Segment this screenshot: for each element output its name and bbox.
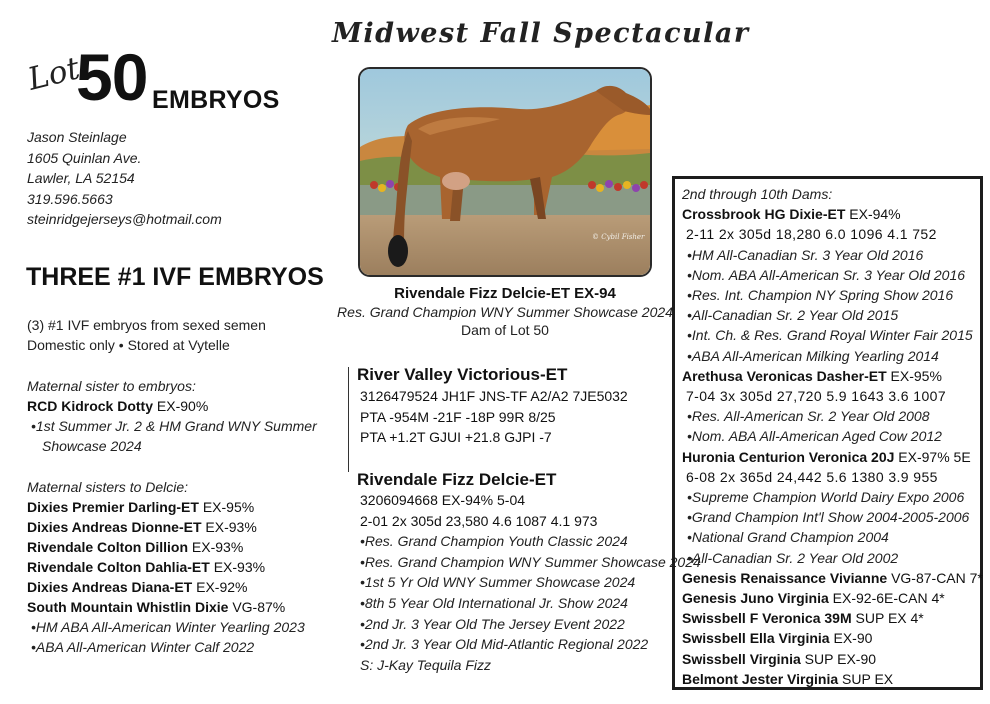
sire-line-1: 3126479524 JH1F JNS-TF A2/A2 7JE5032 xyxy=(360,388,628,404)
delcie-sisters-label: Maternal sisters to Delcie: xyxy=(27,479,189,495)
dam3-score: EX-95% xyxy=(886,367,942,384)
delcie-sister-5 xyxy=(27,577,305,597)
dam-award-6: •2nd Jr. 3 Year Old Mid-Atlantic Regional 2022 xyxy=(360,636,649,653)
dam4-award-4: •All-Canadian Sr. 2 Year Old 2002 xyxy=(687,549,899,566)
delcie-sister-score: EX-93% xyxy=(209,559,266,575)
consignor-street: 1605 Quinlan Ave. xyxy=(27,149,142,166)
ancestor-score: EX-92-6E-CAN 4* xyxy=(828,590,945,607)
maternal-sister-label: Maternal sister to embryos: xyxy=(27,378,196,394)
dam4-award-2: •Grand Champion Int'l Show 2004-2005-2006 xyxy=(687,509,970,526)
ancestor-entry xyxy=(682,568,983,588)
offer-line-1: (3) #1 IVF embryos from sexed semen xyxy=(27,317,266,333)
pedigree-bracket-rule xyxy=(348,367,349,472)
delcie-sisters-note-1: •HM ABA All-American Winter Yearling 2023 xyxy=(31,619,305,635)
maternal-sister-name: RCD Kidrock Dotty xyxy=(27,398,154,414)
delcie-sister-name: Dixies Andreas Diana-ET xyxy=(27,579,193,595)
delcie-sister-2 xyxy=(27,517,305,537)
dam-sire-line: S: J-Kay Tequila Fizz xyxy=(360,656,491,673)
delcie-sister-score: EX-95% xyxy=(198,499,255,515)
dam2-award-3: •Res. Int. Champion NY Spring Show 2016 xyxy=(687,287,954,304)
photo-caption xyxy=(330,284,680,340)
ancestor-entry xyxy=(682,588,980,608)
ancestor-score: SUP EX xyxy=(838,670,894,687)
dam2-award-2: •Nom. ABA All-American Sr. 3 Year Old 2016 xyxy=(687,266,966,283)
dam2-entry xyxy=(682,204,980,224)
sire-details xyxy=(360,386,628,448)
maternal-sister-note-2: Showcase 2024 xyxy=(42,438,142,454)
delcie-sister-4 xyxy=(27,557,305,577)
delcie-sister-score: VG-87% xyxy=(228,599,286,615)
delcie-sister-1 xyxy=(27,497,305,517)
photo-watermark: © Cybil Fisher xyxy=(592,233,645,241)
delcie-sisters-block xyxy=(27,477,305,657)
dam2-award-5: •Int. Ch. & Res. Grand Royal Winter Fair 2015 xyxy=(687,327,973,344)
delcie-sister-name: Rivendale Colton Dillion xyxy=(27,539,189,555)
maternal-sister-score: EX-90% xyxy=(153,398,209,414)
offer-line-2: Domestic only • Stored at Vytelle xyxy=(27,336,230,353)
ancestor-score: SUP EX-90 xyxy=(800,650,877,667)
delcie-sister-name: Rivendale Colton Dahlia-ET xyxy=(27,559,210,575)
delcie-sister-6 xyxy=(27,597,305,617)
photo-caption-dam: Dam of Lot 50 xyxy=(461,322,549,338)
ancestor-name: Swissbell F Veronica 39M xyxy=(682,610,852,627)
dam-award-1: •Res. Grand Champion Youth Classic 2024 xyxy=(360,533,628,550)
ancestor-name: Belmont Jester Virginia xyxy=(682,670,839,687)
delcie-sister-score: EX-93% xyxy=(188,539,244,555)
dam3-award-2: •Nom. ABA All-American Aged Cow 2012 xyxy=(687,428,942,445)
sire-line-3: PTA +1.2T GJUI +21.8 GJPI -7 xyxy=(360,429,552,445)
dam4-score: EX-97% 5E xyxy=(894,448,971,465)
sale-title: Midwest Fall Spectacular xyxy=(332,18,750,49)
delcie-sister-name: Dixies Premier Darling-ET xyxy=(27,499,199,515)
dam2-award-6: •ABA All-American Milking Yearling 2014 xyxy=(687,347,939,364)
ancestor-entry xyxy=(682,669,980,689)
consignor-info xyxy=(27,127,222,230)
dam3-name: Arethusa Veronicas Dasher-ET xyxy=(682,367,887,384)
photo-caption-name: Rivendale Fizz Delcie-ET EX-94 xyxy=(394,285,616,302)
dam2-name: Crossbrook HG Dixie-ET xyxy=(682,206,846,223)
dam4-award-3: •National Grand Champion 2004 xyxy=(687,529,889,546)
consignor-email: steinridgejerseys@hotmail.com xyxy=(27,211,222,227)
pedigree-box xyxy=(672,176,983,690)
cow-photo-illustration xyxy=(360,69,650,275)
lot-number: 50 xyxy=(76,40,148,114)
dam2-score: EX-94% xyxy=(845,206,901,223)
dam2-award-1: •HM All-Canadian Sr. 3 Year Old 2016 xyxy=(687,246,924,263)
ancestor-score: EX-90 xyxy=(829,630,873,647)
dam-award-2: •Res. Grand Champion WNY Summer Showcase 2024 xyxy=(360,553,701,570)
delcie-sister-name: Dixies Andreas Dionne-ET xyxy=(27,519,202,535)
dam3-record: 7-04 3x 305d 27,720 5.9 1643 3.6 1007 xyxy=(686,388,947,405)
cow-photo xyxy=(358,67,652,277)
dam4-record: 6-08 2x 365d 24,442 5.6 1380 3.9 955 xyxy=(686,468,938,485)
dam4-entry xyxy=(682,447,980,467)
offer-details xyxy=(27,316,266,355)
dam3-award-1: •Res. All-American Sr. 2 Year Old 2008 xyxy=(687,408,930,425)
delcie-sister-score: EX-92% xyxy=(192,579,248,595)
dam2-award-4: •All-Canadian Sr. 2 Year Old 2015 xyxy=(687,307,899,324)
ancestor-score: VG-87-CAN 7* xyxy=(887,569,983,586)
delcie-sister-3 xyxy=(27,537,305,557)
ancestor-name: Swissbell Ella Virginia xyxy=(682,630,830,647)
maternal-sister-block xyxy=(27,376,317,456)
ancestor-name: Genesis Renaissance Vivianne xyxy=(682,569,888,586)
dam4-name: Huronia Centurion Veronica 20J xyxy=(682,448,895,465)
consignor-phone: 319.596.5663 xyxy=(27,190,113,207)
ancestor-entry xyxy=(682,608,980,628)
maternal-sister-entry xyxy=(27,396,317,416)
ancestor-score: SUP EX 4* xyxy=(851,610,924,627)
lot-kind: EMBRYOS xyxy=(152,86,280,114)
consignor-city: Lawler, LA 52154 xyxy=(27,170,135,186)
dam-name: Rivendale Fizz Delcie-ET xyxy=(357,470,557,489)
lot-word: Lot xyxy=(24,50,84,98)
dam-id-line: 3206094668 EX-94% 5-04 xyxy=(360,492,526,508)
dam-award-5: •2nd Jr. 3 Year Old The Jersey Event 2022 xyxy=(360,615,625,632)
delcie-sister-name: South Mountain Whistlin Dixie xyxy=(27,599,229,615)
consignor-name: Jason Steinlage xyxy=(27,129,127,145)
sire-line-2: PTA -954M -21F -18P 99R 8/25 xyxy=(360,408,556,425)
ancestor-name: Genesis Juno Virginia xyxy=(682,590,829,607)
dam-record: 2-01 2x 305d 23,580 4.6 1087 4.1 973 xyxy=(360,512,598,529)
photo-caption-award: Res. Grand Champion WNY Summer Showcase 2024 xyxy=(337,304,673,320)
dam-award-3: •1st 5 Yr Old WNY Summer Showcase 2024 xyxy=(360,574,636,591)
offer-heading: THREE #1 IVF EMBRYOS xyxy=(26,263,324,291)
dam-details xyxy=(360,490,701,675)
dam-award-4: •8th 5 Year Old International Jr. Show 2024 xyxy=(360,594,628,611)
delcie-sister-score: EX-93% xyxy=(201,519,257,535)
dam3-entry xyxy=(682,366,980,386)
delcie-sisters-note-2: •ABA All-American Winter Calf 2022 xyxy=(31,639,255,655)
dam4-award-1: •Supreme Champion World Dairy Expo 2006 xyxy=(687,489,965,506)
ancestor-entry xyxy=(682,628,980,648)
maternal-sister-note-1: •1st Summer Jr. 2 & HM Grand WNY Summer xyxy=(31,418,317,434)
ancestor-name: Swissbell Virginia xyxy=(682,650,801,667)
ancestor-entry xyxy=(682,649,980,669)
dam2-record: 2-11 2x 305d 18,280 6.0 1096 4.1 752 xyxy=(686,226,937,243)
sire-name: River Valley Victorious-ET xyxy=(357,365,568,384)
pedigree-heading: 2nd through 10th Dams: xyxy=(682,186,833,202)
